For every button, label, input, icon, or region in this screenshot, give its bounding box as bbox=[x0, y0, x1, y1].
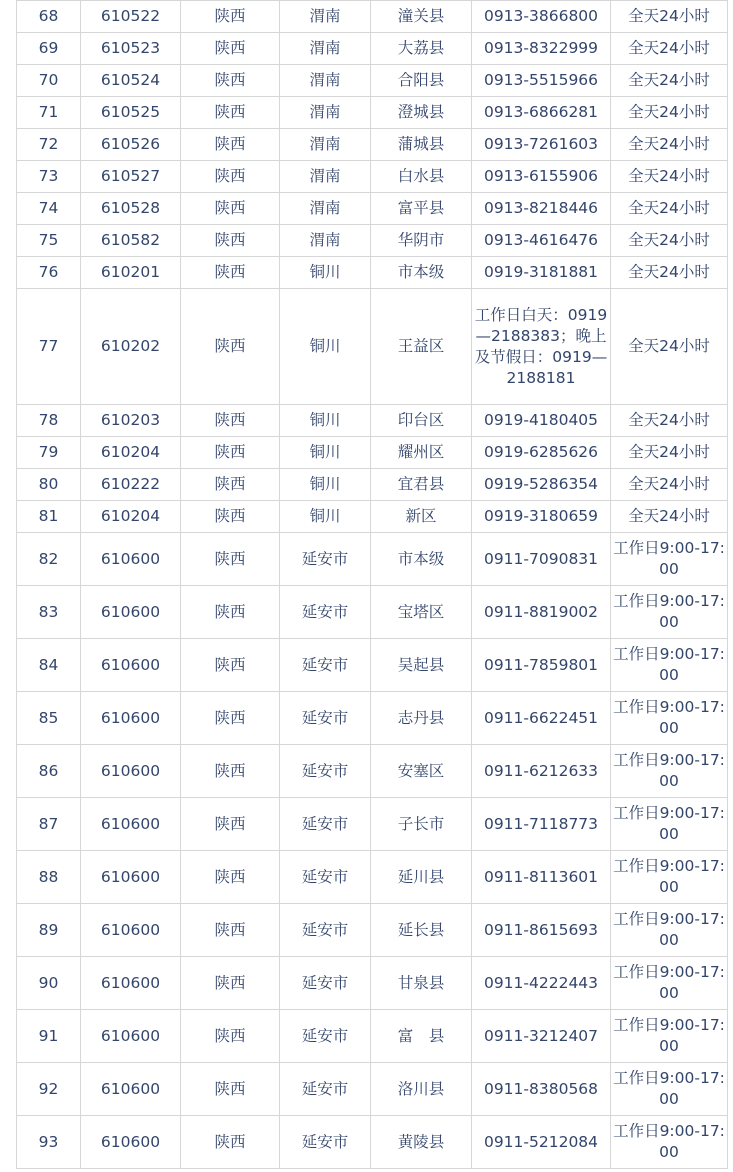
service-hours-cell: 工作日9:00-17:00 bbox=[611, 533, 728, 586]
county-cell: 王益区 bbox=[371, 289, 472, 405]
city-cell: 渭南 bbox=[280, 1, 371, 33]
county-cell: 澄城县 bbox=[371, 97, 472, 129]
city-cell: 铜川 bbox=[280, 437, 371, 469]
region-code-cell: 610600 bbox=[81, 639, 181, 692]
region-code-cell: 610600 bbox=[81, 745, 181, 798]
region-code-cell: 610203 bbox=[81, 405, 181, 437]
province-cell: 陕西 bbox=[181, 193, 280, 225]
service-hours-cell: 全天24小时 bbox=[611, 405, 728, 437]
service-hours-cell: 工作日9:00-17:00 bbox=[611, 957, 728, 1010]
table-row bbox=[17, 692, 728, 745]
service-hours-cell: 工作日9:00-17:00 bbox=[611, 586, 728, 639]
row-number-cell: 70 bbox=[17, 65, 81, 97]
province-cell: 陕西 bbox=[181, 851, 280, 904]
province-cell: 陕西 bbox=[181, 1, 280, 33]
table-row bbox=[17, 1116, 728, 1169]
hotline-table bbox=[16, 0, 728, 1169]
city-cell: 延安市 bbox=[280, 1010, 371, 1063]
row-number-cell: 75 bbox=[17, 225, 81, 257]
city-cell: 延安市 bbox=[280, 798, 371, 851]
region-code-cell: 610222 bbox=[81, 469, 181, 501]
province-cell: 陕西 bbox=[181, 692, 280, 745]
province-cell: 陕西 bbox=[181, 501, 280, 533]
province-cell: 陕西 bbox=[181, 533, 280, 586]
phone-cell: 0911-8380568 bbox=[472, 1063, 611, 1116]
region-code-cell: 610204 bbox=[81, 437, 181, 469]
service-hours-cell: 全天24小时 bbox=[611, 257, 728, 289]
city-cell: 铜川 bbox=[280, 405, 371, 437]
row-number-cell: 71 bbox=[17, 97, 81, 129]
phone-cell: 工作日白天：0919—2188383；晚上及节假日：0919—2188181 bbox=[472, 289, 611, 405]
phone-cell: 0911-6212633 bbox=[472, 745, 611, 798]
service-hours-cell: 全天24小时 bbox=[611, 193, 728, 225]
county-cell: 安塞区 bbox=[371, 745, 472, 798]
region-code-cell: 610600 bbox=[81, 904, 181, 957]
county-cell: 印台区 bbox=[371, 405, 472, 437]
county-cell: 合阳县 bbox=[371, 65, 472, 97]
phone-cell: 0911-6622451 bbox=[472, 692, 611, 745]
region-code-cell: 610524 bbox=[81, 65, 181, 97]
city-cell: 延安市 bbox=[280, 1116, 371, 1169]
region-code-cell: 610526 bbox=[81, 129, 181, 161]
table-body bbox=[17, 1, 728, 1169]
phone-cell: 0911-8819002 bbox=[472, 586, 611, 639]
service-hours-cell: 全天24小时 bbox=[611, 1, 728, 33]
table-row bbox=[17, 1, 728, 33]
province-cell: 陕西 bbox=[181, 1010, 280, 1063]
table-row bbox=[17, 161, 728, 193]
service-hours-cell: 工作日9:00-17:00 bbox=[611, 745, 728, 798]
region-code-cell: 610600 bbox=[81, 1010, 181, 1063]
city-cell: 渭南 bbox=[280, 65, 371, 97]
service-hours-cell: 工作日9:00-17:00 bbox=[611, 1116, 728, 1169]
city-cell: 延安市 bbox=[280, 692, 371, 745]
service-hours-cell: 全天24小时 bbox=[611, 161, 728, 193]
service-hours-cell: 工作日9:00-17:00 bbox=[611, 639, 728, 692]
phone-cell: 0913-6155906 bbox=[472, 161, 611, 193]
table-row bbox=[17, 405, 728, 437]
province-cell: 陕西 bbox=[181, 97, 280, 129]
phone-cell: 0911-3212407 bbox=[472, 1010, 611, 1063]
table-row bbox=[17, 904, 728, 957]
province-cell: 陕西 bbox=[181, 129, 280, 161]
city-cell: 渭南 bbox=[280, 33, 371, 65]
province-cell: 陕西 bbox=[181, 65, 280, 97]
table-row bbox=[17, 1063, 728, 1116]
county-cell: 潼关县 bbox=[371, 1, 472, 33]
phone-cell: 0919-5286354 bbox=[472, 469, 611, 501]
service-hours-cell: 全天24小时 bbox=[611, 437, 728, 469]
service-hours-cell: 全天24小时 bbox=[611, 289, 728, 405]
region-code-cell: 610525 bbox=[81, 97, 181, 129]
region-code-cell: 610527 bbox=[81, 161, 181, 193]
row-number-cell: 74 bbox=[17, 193, 81, 225]
row-number-cell: 68 bbox=[17, 1, 81, 33]
table-row bbox=[17, 501, 728, 533]
table-row bbox=[17, 289, 728, 405]
service-hours-cell: 全天24小时 bbox=[611, 469, 728, 501]
province-cell: 陕西 bbox=[181, 798, 280, 851]
phone-cell: 0913-8218446 bbox=[472, 193, 611, 225]
city-cell: 渭南 bbox=[280, 129, 371, 161]
phone-cell: 0913-5515966 bbox=[472, 65, 611, 97]
table-row bbox=[17, 639, 728, 692]
region-code-cell: 610600 bbox=[81, 533, 181, 586]
city-cell: 渭南 bbox=[280, 193, 371, 225]
row-number-cell: 91 bbox=[17, 1010, 81, 1063]
phone-cell: 0919-4180405 bbox=[472, 405, 611, 437]
city-cell: 延安市 bbox=[280, 639, 371, 692]
table-row bbox=[17, 65, 728, 97]
table-row bbox=[17, 1010, 728, 1063]
row-number-cell: 79 bbox=[17, 437, 81, 469]
region-code-cell: 610600 bbox=[81, 692, 181, 745]
phone-cell: 0911-7118773 bbox=[472, 798, 611, 851]
phone-cell: 0919-3181881 bbox=[472, 257, 611, 289]
row-number-cell: 77 bbox=[17, 289, 81, 405]
county-cell: 蒲城县 bbox=[371, 129, 472, 161]
row-number-cell: 92 bbox=[17, 1063, 81, 1116]
province-cell: 陕西 bbox=[181, 957, 280, 1010]
phone-cell: 0911-7090831 bbox=[472, 533, 611, 586]
service-hours-cell: 工作日9:00-17:00 bbox=[611, 1063, 728, 1116]
row-number-cell: 84 bbox=[17, 639, 81, 692]
row-number-cell: 85 bbox=[17, 692, 81, 745]
city-cell: 延安市 bbox=[280, 745, 371, 798]
service-hours-cell: 全天24小时 bbox=[611, 129, 728, 161]
province-cell: 陕西 bbox=[181, 289, 280, 405]
table-row bbox=[17, 225, 728, 257]
county-cell: 黄陵县 bbox=[371, 1116, 472, 1169]
county-cell: 富 县 bbox=[371, 1010, 472, 1063]
province-cell: 陕西 bbox=[181, 161, 280, 193]
county-cell: 富平县 bbox=[371, 193, 472, 225]
city-cell: 延安市 bbox=[280, 851, 371, 904]
city-cell: 铜川 bbox=[280, 469, 371, 501]
phone-cell: 0911-8615693 bbox=[472, 904, 611, 957]
row-number-cell: 86 bbox=[17, 745, 81, 798]
row-number-cell: 72 bbox=[17, 129, 81, 161]
region-code-cell: 610582 bbox=[81, 225, 181, 257]
county-cell: 耀州区 bbox=[371, 437, 472, 469]
service-hours-cell: 工作日9:00-17:00 bbox=[611, 851, 728, 904]
phone-cell: 0911-8113601 bbox=[472, 851, 611, 904]
service-hours-cell: 工作日9:00-17:00 bbox=[611, 1010, 728, 1063]
province-cell: 陕西 bbox=[181, 1116, 280, 1169]
province-cell: 陕西 bbox=[181, 437, 280, 469]
table-row bbox=[17, 193, 728, 225]
phone-cell: 0913-4616476 bbox=[472, 225, 611, 257]
county-cell: 白水县 bbox=[371, 161, 472, 193]
county-cell: 子长市 bbox=[371, 798, 472, 851]
city-cell: 铜川 bbox=[280, 501, 371, 533]
region-code-cell: 610201 bbox=[81, 257, 181, 289]
county-cell: 洛川县 bbox=[371, 1063, 472, 1116]
city-cell: 渭南 bbox=[280, 225, 371, 257]
phone-cell: 0919-3180659 bbox=[472, 501, 611, 533]
row-number-cell: 76 bbox=[17, 257, 81, 289]
region-code-cell: 610600 bbox=[81, 851, 181, 904]
city-cell: 延安市 bbox=[280, 1063, 371, 1116]
table-row bbox=[17, 437, 728, 469]
region-code-cell: 610600 bbox=[81, 1116, 181, 1169]
phone-cell: 0913-8322999 bbox=[472, 33, 611, 65]
phone-cell: 0919-6285626 bbox=[472, 437, 611, 469]
province-cell: 陕西 bbox=[181, 405, 280, 437]
city-cell: 渭南 bbox=[280, 161, 371, 193]
row-number-cell: 78 bbox=[17, 405, 81, 437]
province-cell: 陕西 bbox=[181, 745, 280, 798]
service-hours-cell: 全天24小时 bbox=[611, 501, 728, 533]
row-number-cell: 82 bbox=[17, 533, 81, 586]
city-cell: 延安市 bbox=[280, 904, 371, 957]
county-cell: 华阴市 bbox=[371, 225, 472, 257]
table-row bbox=[17, 533, 728, 586]
phone-cell: 0911-4222443 bbox=[472, 957, 611, 1010]
table-row bbox=[17, 798, 728, 851]
county-cell: 甘泉县 bbox=[371, 957, 472, 1010]
city-cell: 延安市 bbox=[280, 957, 371, 1010]
county-cell: 吴起县 bbox=[371, 639, 472, 692]
county-cell: 大荔县 bbox=[371, 33, 472, 65]
row-number-cell: 80 bbox=[17, 469, 81, 501]
service-hours-cell: 工作日9:00-17:00 bbox=[611, 692, 728, 745]
service-hours-cell: 工作日9:00-17:00 bbox=[611, 798, 728, 851]
county-cell: 延长县 bbox=[371, 904, 472, 957]
county-cell: 志丹县 bbox=[371, 692, 472, 745]
region-code-cell: 610204 bbox=[81, 501, 181, 533]
province-cell: 陕西 bbox=[181, 904, 280, 957]
row-number-cell: 73 bbox=[17, 161, 81, 193]
service-hours-cell: 全天24小时 bbox=[611, 97, 728, 129]
row-number-cell: 93 bbox=[17, 1116, 81, 1169]
service-hours-cell: 全天24小时 bbox=[611, 33, 728, 65]
province-cell: 陕西 bbox=[181, 225, 280, 257]
region-code-cell: 610600 bbox=[81, 1063, 181, 1116]
row-number-cell: 88 bbox=[17, 851, 81, 904]
region-code-cell: 610522 bbox=[81, 1, 181, 33]
county-cell: 市本级 bbox=[371, 533, 472, 586]
phone-cell: 0913-6866281 bbox=[472, 97, 611, 129]
city-cell: 铜川 bbox=[280, 289, 371, 405]
county-cell: 宝塔区 bbox=[371, 586, 472, 639]
province-cell: 陕西 bbox=[181, 639, 280, 692]
region-code-cell: 610600 bbox=[81, 957, 181, 1010]
province-cell: 陕西 bbox=[181, 586, 280, 639]
county-cell: 新区 bbox=[371, 501, 472, 533]
table-row bbox=[17, 851, 728, 904]
phone-cell: 0911-5212084 bbox=[472, 1116, 611, 1169]
province-cell: 陕西 bbox=[181, 469, 280, 501]
row-number-cell: 83 bbox=[17, 586, 81, 639]
phone-cell: 0911-7859801 bbox=[472, 639, 611, 692]
city-cell: 渭南 bbox=[280, 97, 371, 129]
table-row bbox=[17, 469, 728, 501]
table-row bbox=[17, 129, 728, 161]
region-code-cell: 610600 bbox=[81, 586, 181, 639]
province-cell: 陕西 bbox=[181, 33, 280, 65]
service-hours-cell: 全天24小时 bbox=[611, 65, 728, 97]
province-cell: 陕西 bbox=[181, 1063, 280, 1116]
table-row bbox=[17, 33, 728, 65]
region-code-cell: 610523 bbox=[81, 33, 181, 65]
city-cell: 延安市 bbox=[280, 533, 371, 586]
table-row bbox=[17, 586, 728, 639]
row-number-cell: 81 bbox=[17, 501, 81, 533]
row-number-cell: 87 bbox=[17, 798, 81, 851]
table-row bbox=[17, 745, 728, 798]
phone-cell: 0913-3866800 bbox=[472, 1, 611, 33]
city-cell: 延安市 bbox=[280, 586, 371, 639]
city-cell: 铜川 bbox=[280, 257, 371, 289]
county-cell: 宜君县 bbox=[371, 469, 472, 501]
table-row bbox=[17, 257, 728, 289]
table-row bbox=[17, 97, 728, 129]
county-cell: 市本级 bbox=[371, 257, 472, 289]
county-cell: 延川县 bbox=[371, 851, 472, 904]
row-number-cell: 69 bbox=[17, 33, 81, 65]
service-hours-cell: 全天24小时 bbox=[611, 225, 728, 257]
table-row bbox=[17, 957, 728, 1010]
row-number-cell: 89 bbox=[17, 904, 81, 957]
province-cell: 陕西 bbox=[181, 257, 280, 289]
region-code-cell: 610528 bbox=[81, 193, 181, 225]
region-code-cell: 610600 bbox=[81, 798, 181, 851]
service-hours-cell: 工作日9:00-17:00 bbox=[611, 904, 728, 957]
row-number-cell: 90 bbox=[17, 957, 81, 1010]
phone-cell: 0913-7261603 bbox=[472, 129, 611, 161]
region-code-cell: 610202 bbox=[81, 289, 181, 405]
